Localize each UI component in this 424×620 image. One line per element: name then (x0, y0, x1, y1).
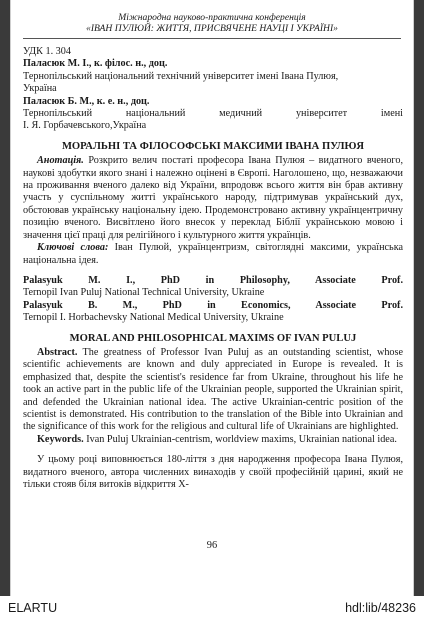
abstract-ua-text: Розкрито велич постаті професора Івана Пулюя – видатного вченого, наукові здобутки якого знані і належно оцінені в Європі. Наголошено, що, незважаючи на проживання вченого далеко від України, впродовж всього життя він брав активну участь у суспільному житті українського народу, підтримував український дух, обстоював українську національну ідею. Продемонстровано активну українцентричну позицію вченого. Висвітлено його внесок у переклад Біблії українською мовою і значення цієї праці для релігійного і культурного життя українців. (23, 155, 403, 241)
author-ua-1-affiliation-line2: Україна (23, 83, 57, 95)
abstract-ua-label: Анотація. (37, 155, 84, 167)
running-header (11, 12, 413, 34)
document-page (10, 0, 414, 596)
author-en-2-affiliation: Ternopil I. Horbachevsky National Medical University, Ukraine (23, 312, 284, 324)
keywords-ua-text: Іван Пулюй, українцентризм, світоглядні максими, українська національна ідея. (23, 242, 404, 266)
author-ua-1-affiliation-line1: Тернопільський національний технічний університет імені Івана Пулюя, (23, 70, 339, 82)
conference-name: Міжнародна науково-практична конференція (118, 12, 306, 23)
handle-id: hdl:lib/48236 (345, 601, 416, 615)
abstract-en-label: Abstract. (37, 346, 78, 358)
page-number: 96 (206, 540, 218, 551)
author-ua-2-affiliation-line1: Тернопільський національний медичний університет імені (23, 108, 403, 120)
keywords-en-label: Keywords. (37, 433, 84, 445)
author-en-2-name: Palasyuk B. M., PhD in Economics, Associate Prof. (23, 299, 403, 311)
title-en: MORAL AND PHILOSOPHICAL MAXIMS OF IVAN PULUJ (69, 332, 357, 344)
udk-code: УДК 1. 304 (23, 46, 71, 57)
repository-name: ELARTU (8, 601, 58, 615)
abstract-en (23, 347, 403, 434)
author-ua-1-name: Паласюк М. І., к. філос. н., доц. (23, 58, 168, 70)
repository-footer (0, 596, 424, 620)
author-en-1-name: Palasyuk M. I., PhD in Philosophy, Associate Prof. (23, 274, 403, 286)
author-en-1-affiliation: Ternopil Ivan Puluj National Technical University, Ukraine (23, 287, 265, 299)
header-rule (23, 38, 401, 39)
article-content (23, 46, 403, 491)
author-ua-2-affiliation-line2: І. Я. Горбачевського,Україна (23, 120, 147, 132)
abstract-ua (23, 155, 403, 242)
keywords-ua (23, 242, 403, 267)
author-ua-2-name: Паласюк Б. М., к. е. н., доц. (23, 95, 150, 107)
keywords-en (23, 434, 403, 446)
keywords-ua-label: Ключові слова: (37, 242, 109, 254)
abstract-en-text: The greatness of Professor Ivan Puluj as an outstanding scientist, whose scientific achievements are known and duly appreciated in Europe is revealed. It is emphasized that, despite the scientist's residence far from Ukraine, throughout his life he took an active part in the public life of the Ukrainian people, supported the Ukrainian spirit, and defended the Ukrainian national idea. The active Ukrainian-centric position of the scientist is demonstrated. His contribution to the translation of the Bible into Ukrainian and the significance of this work for the religious and cultural life of Ukrainians are highlighted. (23, 346, 403, 433)
body-paragraph: У цьому році виповнюється 180-ліття з дня народження професора Івана Пулюя, видатного вченого, автора численних винаходів у своїй професійній царині, який не тільки стояв біля витоків відкриття Х- (23, 454, 403, 490)
keywords-en-text: Ivan Puluj Ukrainian-centrism, worldview maxims, Ukrainian national idea. (86, 433, 397, 445)
conference-title: «ІВАН ПУЛЮЙ: ЖИТТЯ, ПРИСВЯЧЕНЕ НАУЦІ І УКРАЇНІ» (86, 23, 338, 34)
title-ua: МОРАЛЬНІ ТА ФІЛОСОФСЬКІ МАКСИМИ ІВАНА ПУЛЮЯ (61, 140, 365, 152)
